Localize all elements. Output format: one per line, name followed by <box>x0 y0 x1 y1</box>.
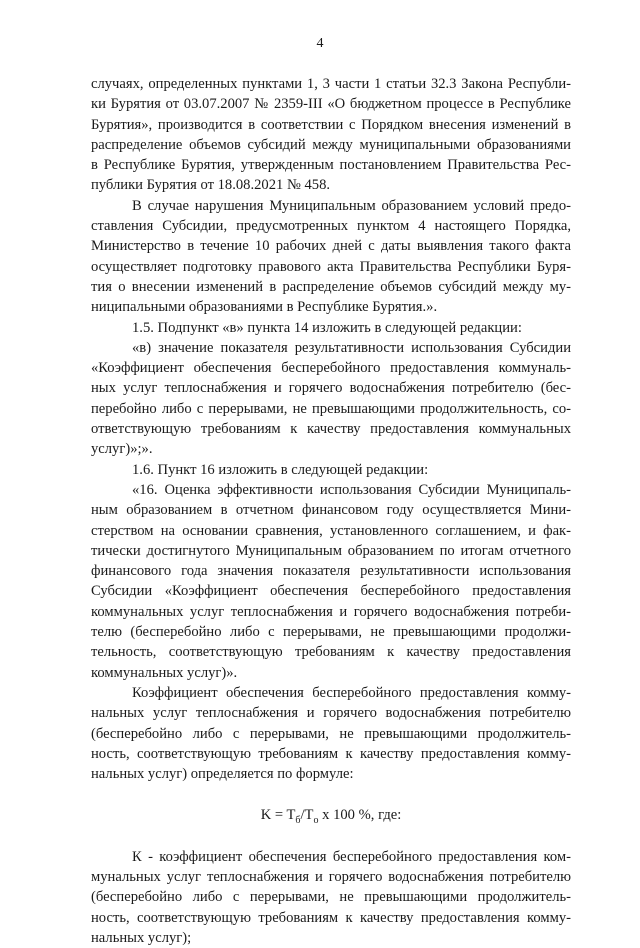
text-line: тически достигнутого Муниципальным образованием по итогам отчетного <box>91 542 571 559</box>
text-line: Коэффициент обеспечения бесперебойного предоставления комму- <box>132 684 571 701</box>
text-line: ность, соответствующую требованиям к качеству предоставления комму- <box>91 745 571 762</box>
text-line: ставления Субсидии, предусмотренных пунктом 4 настоящего Порядка, <box>91 218 571 235</box>
text-line: К - коэффициент обеспечения бесперебойного предоставления ком- <box>132 848 571 865</box>
text-line: «Коэффициент обеспечения бесперебойного предоставления коммуналь- <box>91 360 571 377</box>
text-line: «в) значение показателя результативности использования Субсидии <box>132 339 571 356</box>
text-line: ных услуг теплоснабжения и горячего водоснабжения потребителю (бес- <box>91 380 571 397</box>
paragraph <box>91 196 571 318</box>
text-line: Субсидии «Коэффициент обеспечения бесперебойного предоставления <box>91 583 571 600</box>
paragraph <box>91 338 571 460</box>
formula-rhs: x 100 %, где: <box>318 807 402 824</box>
text-line: случаях, определенных пунктами 1, 3 части 1 статьи 32.3 Закона Республи- <box>91 76 571 92</box>
text-line: ным образованием в отчетном финансовом году осуществляется Мини- <box>91 502 571 519</box>
formula-sub-1: б <box>295 815 301 827</box>
paragraph <box>91 847 571 948</box>
paragraph <box>91 74 571 196</box>
formula-lhs: K = T <box>260 807 296 824</box>
text-line: тельность, соответствующую требованиям к качеству предоставления <box>91 644 571 661</box>
paragraph <box>91 683 571 784</box>
text-line: 1.6. Пункт 16 изложить в следующей редакции: <box>132 461 429 478</box>
formula-sub-2: о <box>313 815 319 827</box>
paragraph <box>91 460 571 480</box>
paragraphs-after-formula <box>91 847 571 948</box>
text-line: нальных услуг) определяется по формуле: <box>91 766 354 783</box>
formula <box>91 805 571 825</box>
text-line: 1.5. Подпункт «в» пункта 14 изложить в следующей редакции: <box>132 319 522 336</box>
text-line: ки Бурятия от 03.07.2007 № 2359-III «О бюджетном процессе в Республике <box>91 96 571 113</box>
text-line: ность, соответствующую требованиям к качеству предоставления комму- <box>91 909 571 926</box>
text-line: Бурятия», производится в соответствии с Порядком внесения изменений в <box>91 116 571 133</box>
text-line: услуг)»;». <box>91 441 153 458</box>
text-line: нальных услуг теплоснабжения и горячего водоснабжения потребителю <box>91 705 571 722</box>
text-line: (бесперебойно либо с перерывами, не превышающими продолжитель- <box>91 725 571 742</box>
page-number: 4 <box>316 36 324 51</box>
text-line: «16. Оценка эффективности использования Субсидии Муниципаль- <box>132 481 571 498</box>
paragraph <box>91 480 571 683</box>
text-line: публики Бурятия от 18.08.2021 № 458. <box>91 177 331 194</box>
text-line: ответствующую требованиям к качеству предоставления коммунальных <box>91 421 571 438</box>
text-line: (бесперебойно либо с перерывами, не превышающими продолжитель- <box>91 889 571 906</box>
paragraph <box>91 318 571 338</box>
text-line: осуществляет подготовку правового акта Правительства Республики Буря- <box>91 258 571 275</box>
text-line: мунальных услуг теплоснабжения и горячего водоснабжения потребителю <box>91 868 571 885</box>
text-line: тия о внесении изменений в распределение объемов субсидий между му- <box>91 278 571 295</box>
text-line: коммунальных услуг теплоснабжения и горячего водоснабжения потреби- <box>91 603 571 620</box>
text-line: стерством на основании сравнения, установленного соглашением, и фак- <box>91 522 571 539</box>
text-line: в Республике Бурятия, утвержденным постановлением Правительства Рес- <box>91 157 571 174</box>
text-line: распределение объемов субсидий между муниципальными образованиями <box>91 136 571 153</box>
text-line: коммунальных услуг)». <box>91 664 238 681</box>
text-line: перебойно либо с перерывами, не превышающими продолжительность, со- <box>91 400 571 417</box>
paragraphs-before-formula <box>91 74 571 784</box>
text-line: Министерство в течение 10 рабочих дней с даты выявления такого факта <box>91 238 571 255</box>
text-line: ниципальными образованиями в Республике Бурятия.». <box>91 299 438 316</box>
text-line: нальных услуг); <box>91 929 192 946</box>
text-line: финансового года значения показателя результативности использования <box>91 563 571 580</box>
document-body <box>91 74 571 948</box>
text-line: телю (бесперебойно либо с перерывами, не превышающими продолжи- <box>91 624 571 641</box>
formula-mid: /T <box>300 807 314 824</box>
text-line: В случае нарушения Муниципальным образованием условий предо- <box>132 197 571 214</box>
